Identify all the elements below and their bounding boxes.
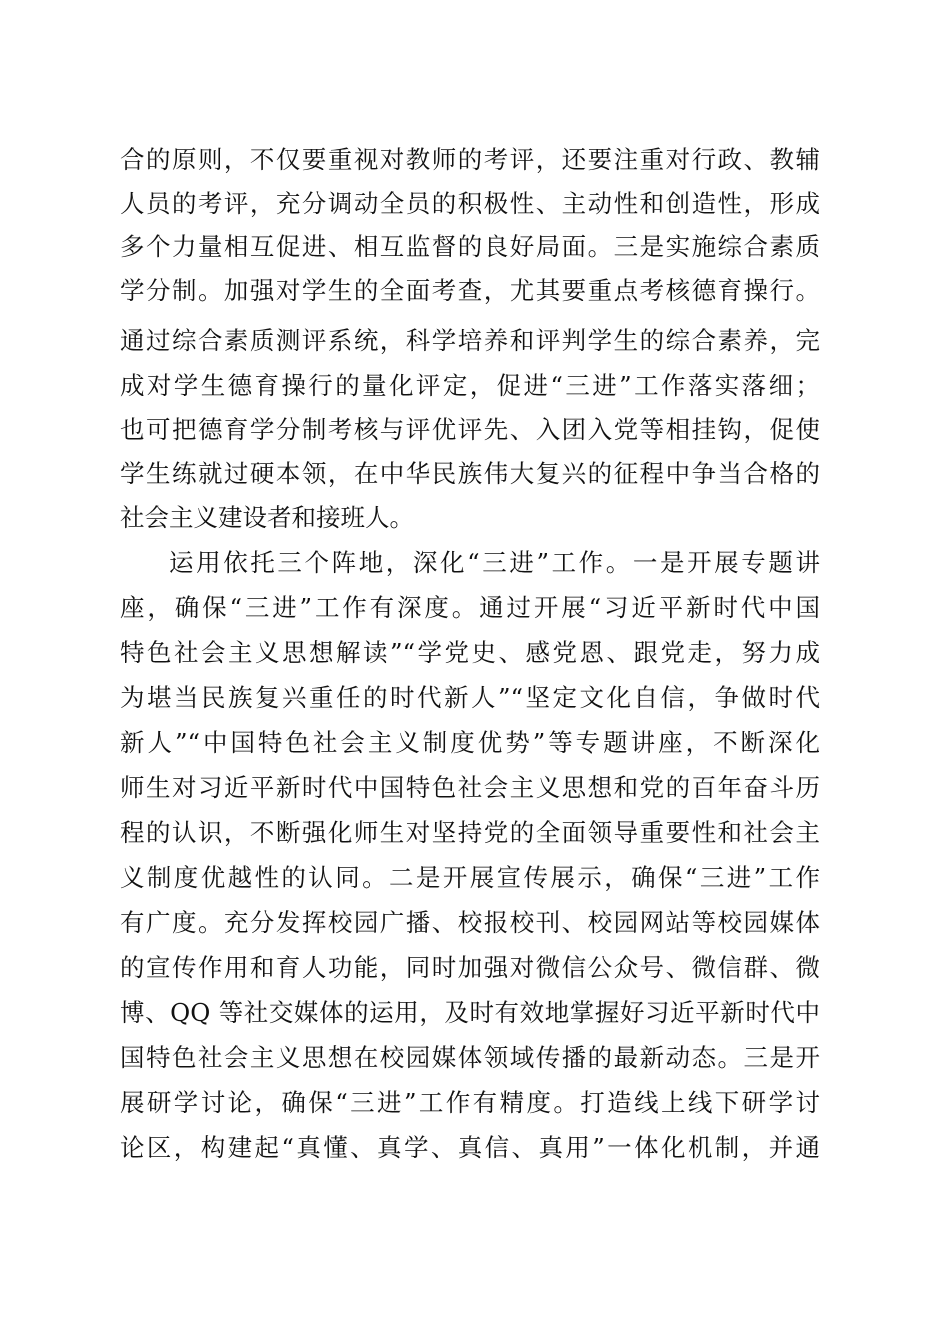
paragraph-line: 论区，构建起“真懂、真学、真信、真用”一体化机制，并通 — [120, 1133, 820, 1162]
paragraph-line: 国特色社会主义思想在校园媒体领域传播的最新动态。三是开 — [120, 1043, 820, 1072]
paragraph-line: 也可把德育学分制考核与评优评先、入团入党等相挂钩，促使 — [120, 415, 820, 444]
paragraph-line: 社会主义建设者和接班人。 — [120, 503, 414, 532]
paragraph-line: 新人”“中国特色社会主义制度优势”等专题讲座，不断深化 — [120, 728, 820, 757]
paragraph-line: 多个力量相互促进、相互监督的良好局面。三是实施综合素质 — [120, 232, 820, 261]
paragraph-line: 特色社会主义思想解读”“学党史、感党恩、跟党走，努力成 — [120, 638, 820, 667]
paragraph-line: 为堪当民族复兴重任的时代新人”“坚定文化自信，争做时代 — [120, 683, 820, 712]
paragraph-line: 学生练就过硬本领，在中华民族伟大复兴的征程中争当合格的 — [120, 459, 820, 488]
paragraph-line: 有广度。充分发挥校园广播、校报校刊、校园网站等校园媒体 — [120, 908, 820, 937]
paragraph-line: 座，确保“三进”工作有深度。通过开展“习近平新时代中国 — [120, 593, 820, 622]
paragraph-line: 学分制。加强对学生的全面考查，尤其要重点考核德育操行。 — [120, 276, 820, 305]
paragraph-line: 人员的考评，充分调动全员的积极性、主动性和创造性，形成 — [120, 189, 820, 218]
paragraph-line: 博、QQ 等社交媒体的运用，及时有效地掌握好习近平新时代中 — [120, 998, 820, 1027]
paragraph-line: 合的原则，不仅要重视对教师的考评，还要注重对行政、教辅 — [120, 145, 820, 174]
paragraph-line: 展研学讨论，确保“三进”工作有精度。打造线上线下研学讨 — [120, 1088, 820, 1117]
paragraph-line: 师生对习近平新时代中国特色社会主义思想和党的百年奋斗历 — [120, 773, 820, 802]
paragraph-line: 通过综合素质测评系统，科学培养和评判学生的综合素养，完 — [120, 326, 820, 355]
paragraph-line: 程的认识，不断强化师生对坚持党的全面领导重要性和社会主 — [120, 818, 820, 847]
paragraph-line: 成对学生德育操行的量化评定，促进“三进”工作落实落细； — [120, 371, 820, 400]
paragraph-line: 运用依托三个阵地，深化“三进”工作。一是开展专题讲 — [169, 548, 820, 577]
paragraph-line: 的宣传作用和育人功能，同时加强对微信公众号、微信群、微 — [120, 953, 820, 982]
paragraph-line: 义制度优越性的认同。二是开展宣传展示，确保“三进”工作 — [120, 863, 820, 892]
